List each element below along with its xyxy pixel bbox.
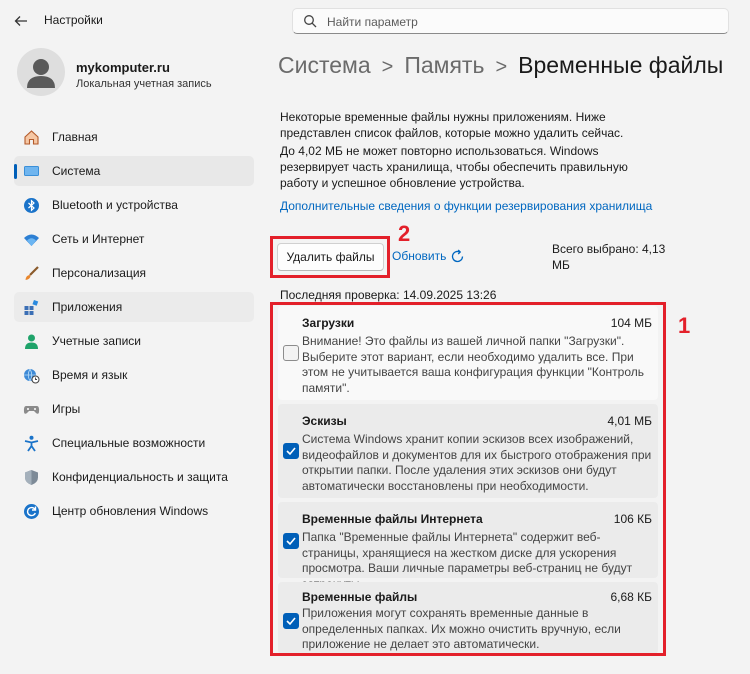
sidebar-item-label: Сеть и Интернет (52, 232, 145, 246)
total-selected: Всего выбрано: 4,13 МБ (552, 242, 666, 272)
refresh-icon (450, 249, 465, 264)
item-description: Система Windows хранит копии эскизов всех изображений, видеофайлов и документов для их быстрого отображения при открытии папки. После удаления этих эскизов они будут автоматически восстановлены при необходимости. (302, 432, 652, 493)
annotation-number-1: 1 (678, 313, 691, 338)
annotation-box-items (270, 302, 666, 656)
wifi-icon (23, 231, 40, 248)
search-placeholder: Найти параметр (327, 15, 418, 29)
sidebar-item-label: Конфиденциальность и защита (52, 470, 228, 484)
annotation-number-2: 2 (398, 221, 411, 246)
refresh-label: Обновить (392, 249, 447, 263)
item-description: Папка "Временные файлы Интернета" содержит веб-страницы, хранящиеся на жестком диске для ускорения просмотра. Ваши личные параметры веб-страниц не будут (302, 530, 633, 575)
sidebar-item-accounts[interactable] (14, 326, 254, 356)
last-check: Последняя проверка: 14.09.2025 13:26 (280, 288, 497, 302)
sidebar-item-privacy[interactable] (14, 462, 254, 492)
sidebar-item-label: Центр обновления Windows (52, 504, 209, 518)
annotation-box-delete (270, 236, 390, 278)
sidebar-item-system[interactable] (14, 156, 254, 186)
app-title: Настройки (44, 13, 103, 27)
reserved-storage-link[interactable]: Дополнительные сведения о функции резервирования хранилища (280, 199, 653, 213)
globe-clock-icon (23, 367, 40, 384)
item-size: 4,01 МБ (607, 414, 652, 428)
chevron-right-icon: > (381, 56, 394, 78)
item-description: Внимание! Это файлы из вашей личной папки "Загрузки". Выберите этот вариант, если необходимо удалить все. При этом не учитывается ваша конфигурация функции "Контроль памяти". (302, 334, 644, 395)
brush-icon (23, 265, 40, 282)
item-title: Временные файлы (302, 590, 418, 604)
sidebar-item-home[interactable] (14, 122, 254, 152)
intro-text: Некоторые временные файлы нужны приложениям. Ниже представлен список файлов, которые можно удалить сейчас. (280, 110, 624, 140)
avatar[interactable] (17, 48, 65, 96)
sidebar-item-label: Главная (52, 130, 98, 144)
accounts-icon (23, 333, 40, 350)
breadcrumb (278, 52, 723, 79)
item-title: Эскизы (302, 414, 347, 428)
sidebar-item-personalization[interactable] (14, 258, 254, 288)
page-title: Временные файлы (518, 52, 724, 78)
chevron-right-icon: > (495, 56, 508, 78)
sidebar-item-accessibility[interactable] (14, 428, 254, 458)
profile-account-type: Локальная учетная запись (76, 78, 212, 90)
gamepad-icon (23, 401, 40, 418)
system-icon (23, 163, 40, 180)
sidebar-item-windows-update[interactable] (14, 496, 254, 526)
breadcrumb-system[interactable]: Система (278, 52, 371, 78)
sidebar-item-bluetooth[interactable] (14, 190, 254, 220)
sidebar-item-label: Персонализация (52, 266, 147, 280)
home-icon (23, 129, 40, 146)
search-input[interactable] (292, 8, 729, 34)
sidebar-item-label: Учетные записи (52, 334, 141, 348)
refresh-button[interactable] (392, 249, 465, 264)
delete-files-button[interactable]: Удалить файлы (277, 243, 384, 271)
profile-name: mykomputer.ru (76, 60, 170, 75)
arrow-left-icon (14, 14, 28, 28)
sidebar-item-label: Bluetooth и устройства (52, 198, 178, 212)
sidebar-nav (14, 122, 254, 530)
shield-icon (23, 469, 40, 486)
apps-icon (23, 299, 40, 316)
sidebar-item-network[interactable] (14, 224, 254, 254)
search-icon (303, 14, 317, 28)
sidebar-item-label: Приложения (52, 300, 123, 314)
sidebar-item-label: Игры (52, 402, 81, 416)
sidebar-item-label: Система (52, 164, 101, 178)
accessibility-icon (23, 435, 40, 452)
bluetooth-icon (23, 197, 40, 214)
selection-indicator (14, 164, 17, 179)
user-icon (17, 48, 65, 96)
sidebar-item-apps[interactable] (14, 292, 254, 322)
breadcrumb-storage[interactable]: Память (404, 52, 485, 78)
item-size: 104 МБ (610, 316, 652, 330)
title-bar (0, 0, 750, 40)
item-size: 6,68 КБ (610, 590, 652, 604)
item-title: Временные файлы Интернета (302, 512, 483, 526)
item-size: 106 КБ (613, 512, 652, 526)
update-icon (23, 503, 40, 520)
sidebar-item-time-language[interactable] (14, 360, 254, 390)
back-button[interactable] (10, 10, 32, 32)
reserved-storage-text: До 4,02 МБ не может повторно использоваться. Windows резервирует часть хранилища, чтобы обеспечить правильную работу и успешное обновление устройства. (280, 144, 628, 190)
item-description: Приложения могут сохранять временные данные в определенных папках. Их можно очистить вручную, если приложение не делает это автоматически. (302, 606, 621, 651)
sidebar-item-label: Время и язык (52, 368, 128, 382)
sidebar-item-gaming[interactable] (14, 394, 254, 424)
item-title: Загрузки (302, 316, 355, 330)
sidebar-item-label: Специальные возможности (52, 436, 206, 450)
